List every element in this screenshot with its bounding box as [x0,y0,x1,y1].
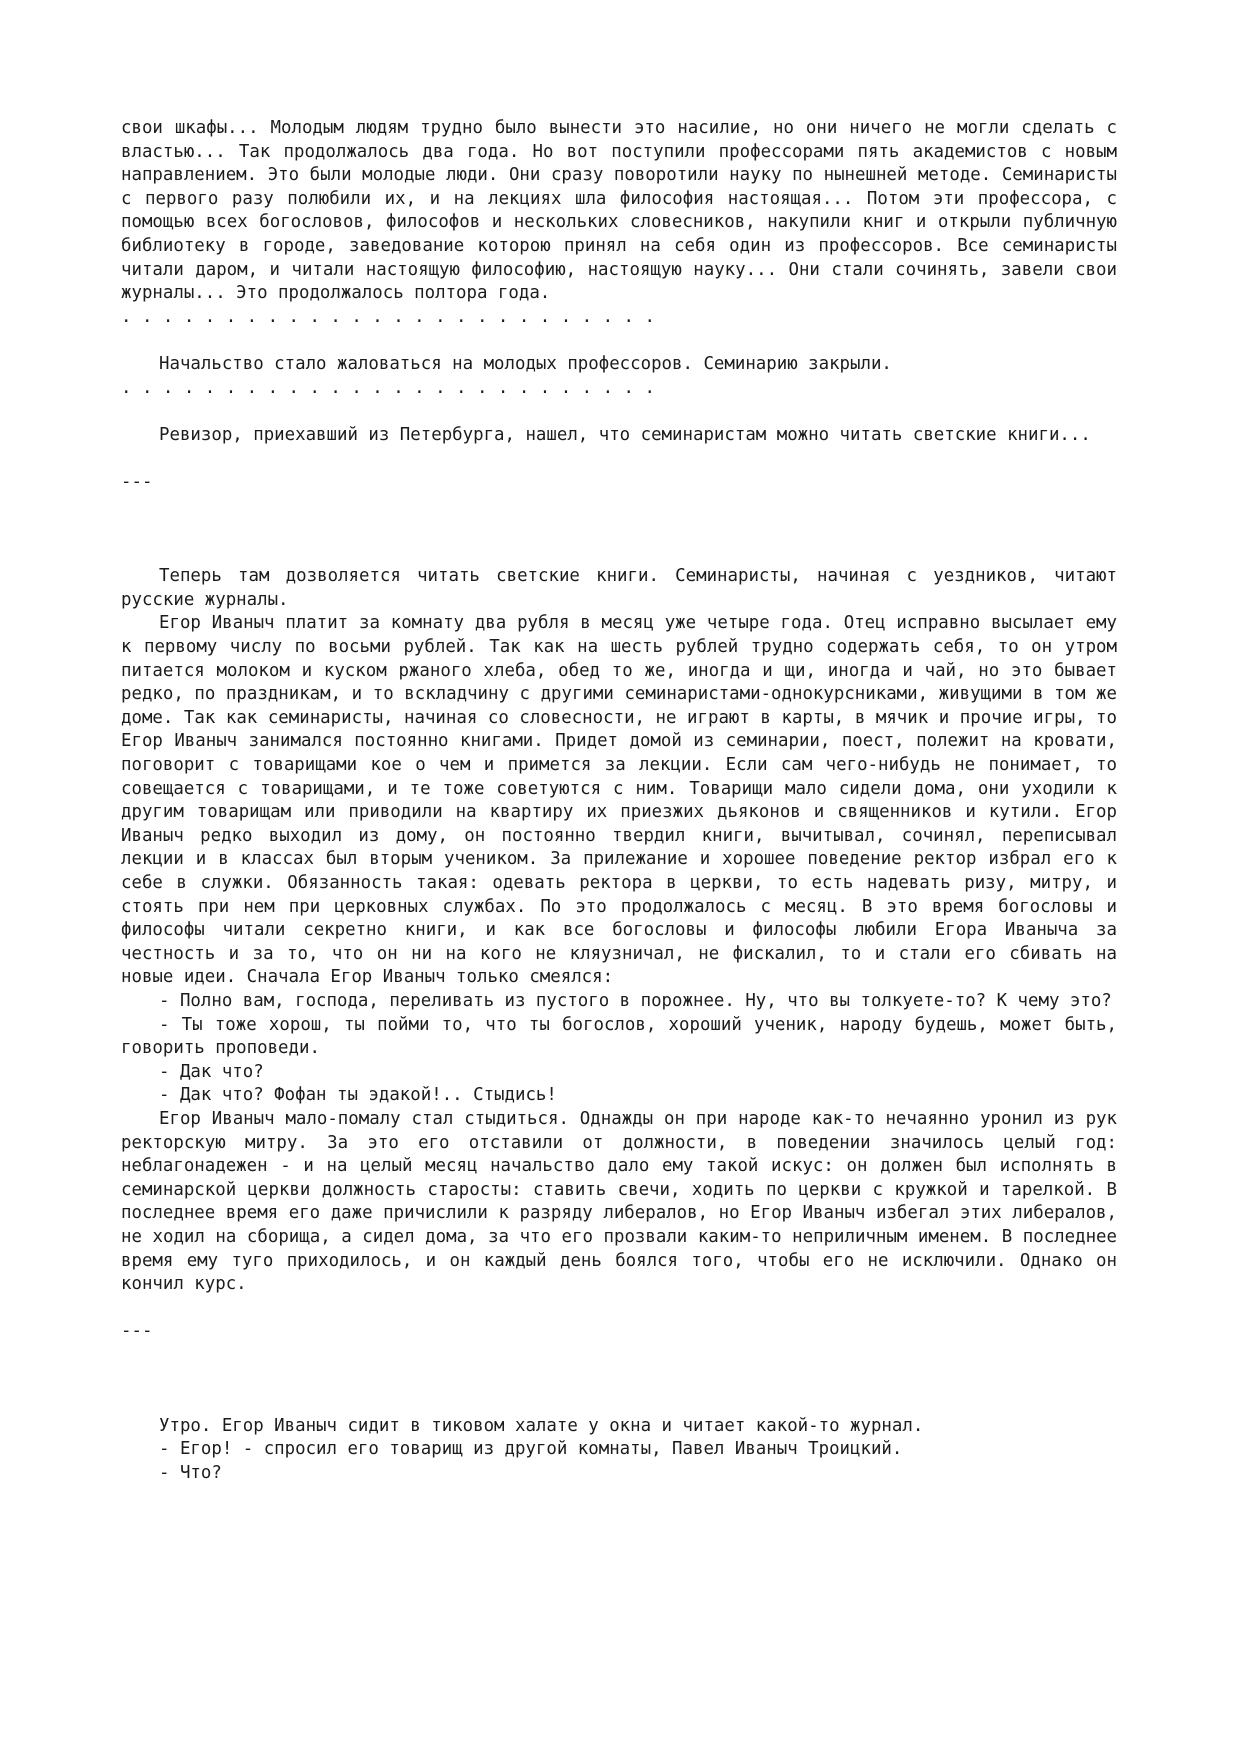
ellipsis-row: . . . . . . . . . . . . . . . . . . . . . . . . . . [121,306,655,327]
dialogue-line: - Дак что? [159,1061,264,1082]
ellipsis-row: . . . . . . . . . . . . . . . . . . . . . . . . . . [121,377,655,398]
paragraph: свои шкафы... Молодым людям трудно было вынести это насилие, но они ничего не могли сделать с властью... Так продолжалось два года. Но вот поступили профессорами пять академистов с новым направлением. Это были молодые люди. Они сразу поворотили науку по нынешней методе. Семинаристы с первого разу полюбили их, и на лекциях шла философия настоящая... Потом эти профессора, с помощью всех богословов, философов и нескольких словесников, накупили книг и открыли публичную библиотеку в городе, заведование которою принял на себя один из профессоров. Все семинаристы читали даром, и читали настоящую философию, настоящую науку... Они стали сочинять, завели свои журналы... Это продолжалось полтора года. [121,118,1117,304]
dialogue-line: - Ты тоже хорош, ты пойми то, что ты богослов, хороший ученик, народу будешь, может быть, говорить проповеди. [121,1014,1117,1059]
blank-space [121,1344,1117,1415]
blank-line [121,447,1117,471]
blank-line [121,400,1117,424]
blank-line [121,1297,1117,1321]
dialogue-line: - Егор! - спросил его товарищ из другой комнаты, Павел Иваныч Троицкий. [159,1439,903,1460]
paragraph: Егор Иваныч мало-помалу стал стыдиться. Однажды он при народе как-то нечаянно уронил из рук ректорскую митру. За это его отставили от должности, в поведении значилось целый год: неблагонадежен - и на целый месяц начальство дало ему такой искус: он должен был исполнять в семинарской церкви должность старосты: ставить свечи, ходить по церкви с кружкой и тарелкой. В последнее время его даже причислили к разряду либералов, но Егор Иваныч избегал этих либералов, не ходил на сборища, а сидел дома, за что его прозвали каким-то неприличным именем. В последнее время ему туго приходилось, и он каждый день боялся того, чтобы его не исключили. Однако он кончил курс. [121,1108,1117,1295]
paragraph: Начальство стало жаловаться на молодых профессоров. Семинарию закрыли. [159,353,892,374]
dialogue-line: - Полно вам, господа, переливать из пустого в порожнее. Ну, что вы толкуете-то? К чему это? [159,990,1112,1011]
paragraph: Утро. Егор Иваныч сидит в тиковом халате у окна и читает какой-то журнал. [159,1415,924,1436]
dialogue-line: - Дак что? Фофан ты эдакой!.. Стыдись! [159,1085,557,1106]
blank-space [121,495,1117,566]
dialogue-line: - Что? [159,1462,222,1483]
section-separator: --- [121,1321,153,1342]
section-separator: --- [121,471,153,492]
document-page [121,117,1117,1485]
paragraph: Ревизор, приехавший из Петербурга, нашел, что семинаристам можно читать светские книги... [159,424,1091,445]
paragraph: Теперь там дозволяется читать светские книги. Семинаристы, начиная с уездников, читают русские журналы. [121,566,1117,610]
blank-line [121,329,1117,353]
paragraph: Егор Иваныч платит за комнату два рубля в месяц уже четыре года. Отец исправно высылает ему к первому числу по восьми рублей. Так как на шесть рублей трудно содержать себя, то он утром питается молоком и куском ржаного хлеба, обед то же, иногда и щи, иногда и чай, но это бывает редко, по праздникам, и то вскладчину с другими семинаристами-однокурсниками, живущими в том же доме. Так как семинаристы, начиная со словесности, не играют в карты, в мячик и прочие игры, то Егор Иваныч занимался постоянно книгами. Придет домой из семинарии, поест, полежит на кровати, поговорит с товарищами кое о чем и примется за лекции. Если сам чего-нибудь не понимает, то совещается с товарищами, и те тоже советуются с ним. Товарищи мало сидели дома, они уходили к другим товарищам или приводили на квартиру их приезжих дьяконов и священников и кутили. Егор Иваныч редко выходил из дому, он постоянно твердил книги, вычитывал, сочинял, переписывал лекции и в классах был вторым учеником. За прилежание и хорошее поведение ректор избрал его к себе в служки. Обязанность такая: одевать ректора в церкви, то есть надевать ризу, митру, и стоять при нем при церковных службах. По это продолжалось с месяц. В это время богословы и философы читали секретно книги, и как все богословы и философы любили Егора Иваныча за честность и за то, что он ни на кого не кляузничал, не фискалил, то и стали его сбивать на новые идеи. Сначала Егор Иваныч только смеялся: [121,613,1117,988]
